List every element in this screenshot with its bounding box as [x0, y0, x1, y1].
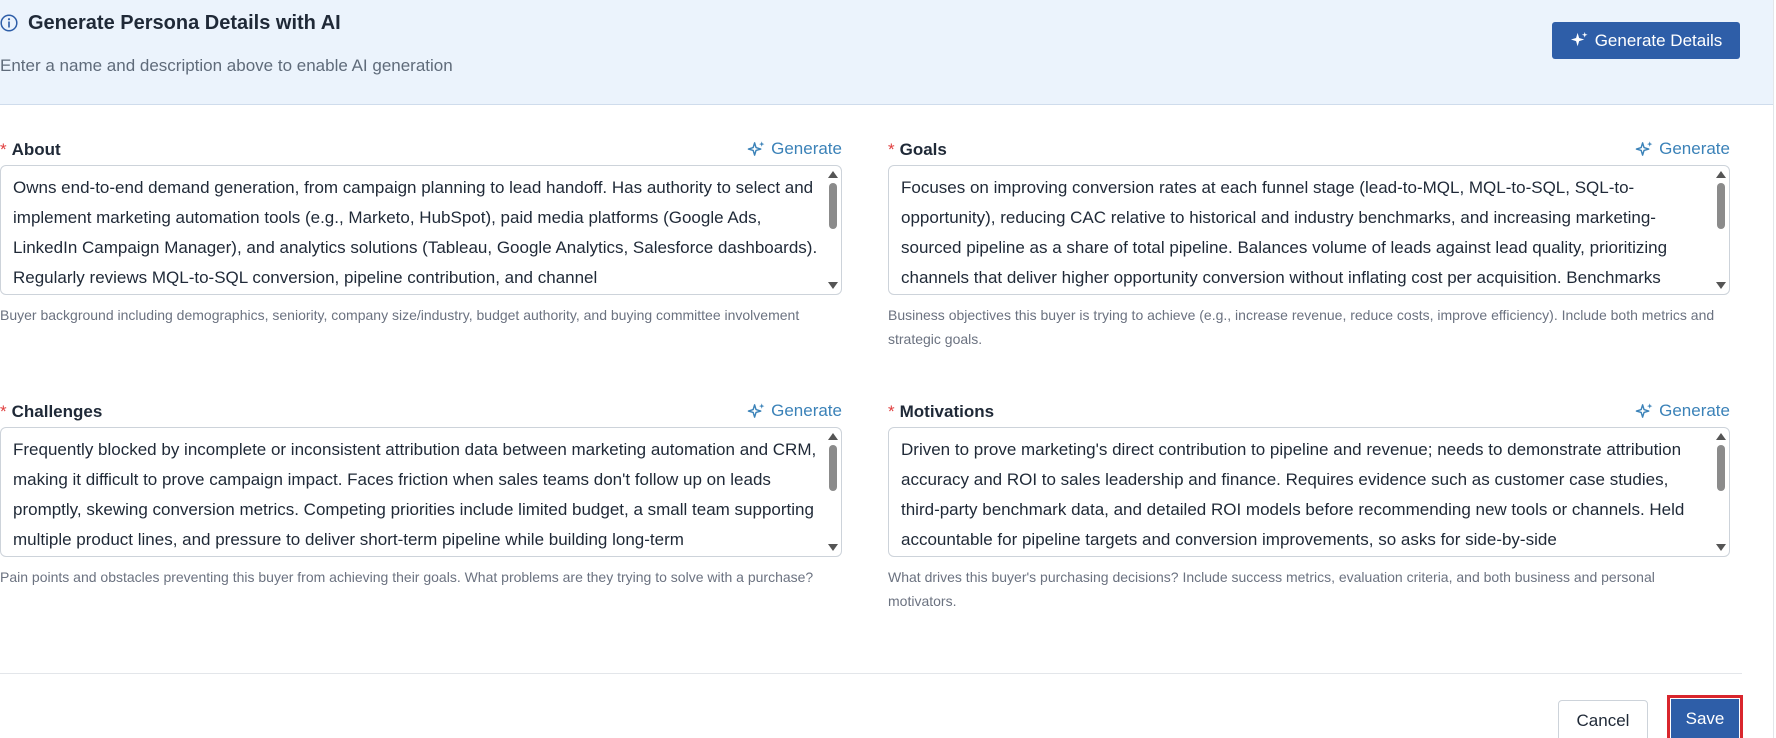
scroll-up-arrow[interactable]	[1716, 171, 1726, 178]
cancel-button[interactable]: Cancel	[1558, 700, 1648, 738]
required-asterisk: *	[888, 140, 895, 159]
sparkle-icon	[1635, 402, 1654, 421]
goals-helper-text: Business objectives this buyer is trying to achieve (e.g., increase revenue, reduce costs, improve efficiency). Include both metrics and strategic goals.	[888, 307, 1715, 347]
info-circle-icon	[0, 14, 18, 32]
page-edge-divider	[1773, 0, 1774, 738]
required-asterisk: *	[888, 402, 895, 421]
scroll-down-arrow[interactable]	[1716, 282, 1726, 289]
about-generate-button[interactable]: Generate	[747, 139, 842, 159]
footer-divider	[0, 673, 1742, 674]
about-helper-text: Buyer background including demographics, seniority, company size/industry, budget authority, and buying committee involvement	[0, 307, 800, 323]
challenges-generate-button[interactable]: Generate	[747, 401, 842, 421]
scroll-down-arrow[interactable]	[828, 282, 838, 289]
sparkle-icon	[747, 402, 766, 421]
goals-generate-button[interactable]: Generate	[1635, 139, 1730, 159]
motivations-helper-text: What drives this buyer's purchasing decisions? Include success metrics, evaluation criteria, and both business and personal motivators.	[888, 569, 1655, 609]
sparkle-icon	[747, 140, 766, 159]
generate-details-button[interactable]	[1552, 22, 1740, 59]
save-button[interactable]: Save	[1671, 699, 1739, 738]
scroll-up-arrow[interactable]	[1716, 433, 1726, 440]
ai-banner-subtitle: Enter a name and description above to enable AI generation	[0, 56, 453, 75]
sparkle-icon	[1635, 140, 1654, 159]
ai-banner-title: Generate Persona Details with AI	[28, 12, 341, 34]
scrollbar-thumb[interactable]	[829, 445, 837, 491]
about-label: * About	[0, 140, 61, 159]
motivations-textarea-value: Driven to prove marketing's direct contribution to pipeline and revenue; needs to demonstrate attribution accuracy and ROI to sales leadership and finance. Requires evidence such as customer case studies, third-party benchmark data, and detailed ROI models before recommending new tools or channels. Held accountable for pipeline targets and conversion improvements, so asks for side-by-side	[901, 440, 1685, 549]
about-textarea-value: Owns end-to-end demand generation, from campaign planning to lead handoff. Has authority to select and implement marketing automation tools (e.g., Marketo, HubSpot), paid media platforms (Google Ads, LinkedIn Campaign Manager), and analytics solutions (Tableau, Google Analytics, Salesforce dashboards). Regularly reviews MQL-to-SQL conversion, pipeline contribution, and channel	[13, 178, 818, 287]
generate-details-label: Generate Details	[1594, 30, 1723, 50]
scrollbar-thumb[interactable]	[829, 183, 837, 229]
motivations-label: * Motivations	[888, 402, 995, 421]
ai-generation-banner	[0, 0, 1773, 105]
scroll-up-arrow[interactable]	[828, 171, 838, 178]
motivations-textarea[interactable]	[888, 427, 1730, 557]
motivations-generate-button[interactable]: Generate	[1635, 401, 1730, 421]
challenges-label: * Challenges	[0, 402, 103, 421]
scroll-down-arrow[interactable]	[1716, 544, 1726, 551]
goals-textarea[interactable]	[888, 165, 1730, 295]
required-asterisk: *	[0, 402, 7, 421]
scrollbar-thumb[interactable]	[1717, 183, 1725, 229]
challenges-textarea-value: Frequently blocked by incomplete or inconsistent attribution data between marketing automation and CRM, making it difficult to prove campaign impact. Faces friction when sales teams don't follow up on leads promptly, skewing conversion metrics. Competing priorities include limited budget, a small team supporting multiple product lines, and pressure to deliver short-term pipeline while building long-term	[13, 440, 817, 549]
sparkle-icon	[1570, 31, 1589, 50]
goals-textarea-value: Focuses on improving conversion rates at each funnel stage (lead-to-MQL, MQL-to-SQL, SQL-to-opportunity), reducing CAC relative to historical and industry benchmarks, and increasing marketing-sourced pipeline as a share of total pipeline. Balances volume of leads against lead quality, prioritizing channels that deliver higher opportunity conversion without inflating cost per acquisition. Benchmarks	[901, 178, 1668, 287]
goals-label: * Goals	[888, 140, 947, 159]
required-asterisk: *	[0, 140, 7, 159]
scrollbar-thumb[interactable]	[1717, 445, 1725, 491]
challenges-textarea[interactable]	[0, 427, 842, 557]
scroll-up-arrow[interactable]	[828, 433, 838, 440]
challenges-helper-text: Pain points and obstacles preventing this buyer from achieving their goals. What problems are they trying to solve with a purchase?	[0, 569, 814, 585]
scroll-down-arrow[interactable]	[828, 544, 838, 551]
about-textarea[interactable]	[0, 165, 842, 295]
